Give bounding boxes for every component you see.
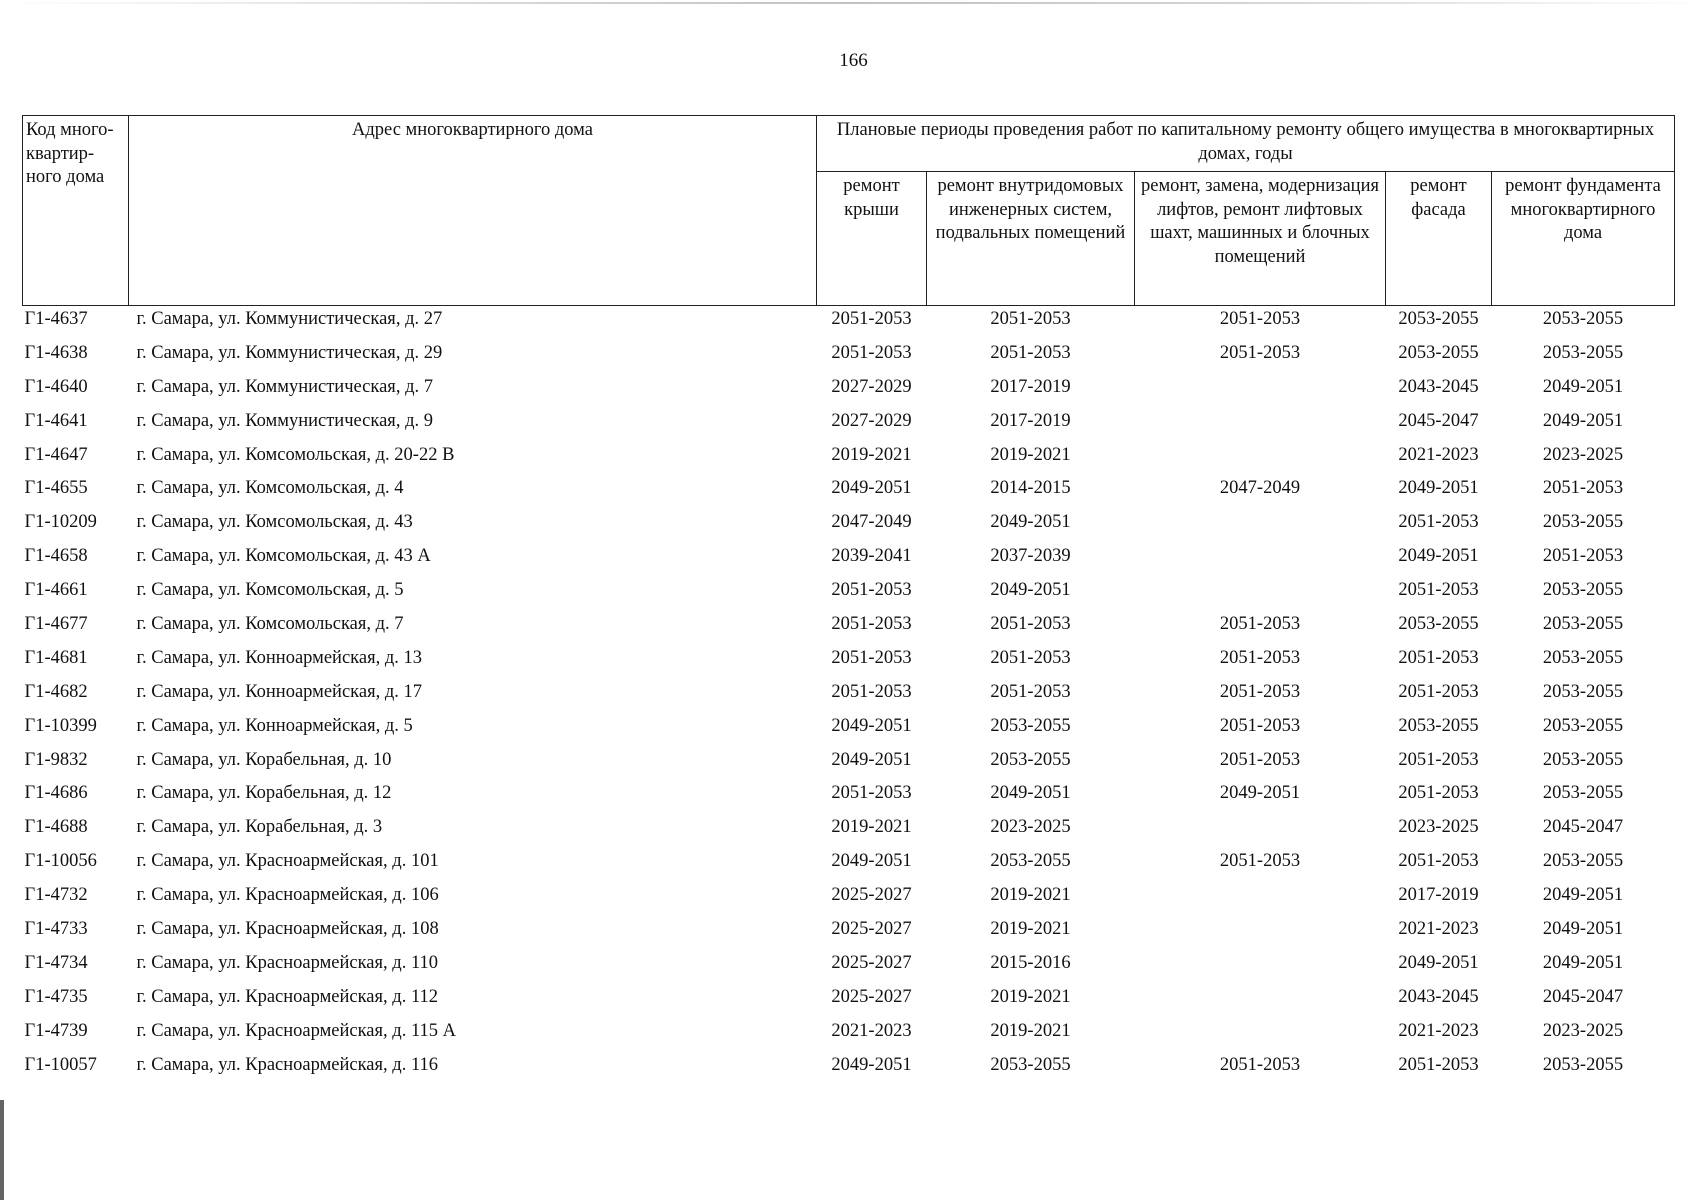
cell-address: г. Самара, ул. Красноармейская, д. 115 А	[136, 1020, 456, 1041]
cell-facade: 2021-2023	[1398, 1020, 1479, 1041]
page-number: 166	[839, 50, 868, 71]
cell-facade: 2051-2053	[1398, 512, 1479, 533]
header-foundation: ремонт фундамента многоквартирного дома	[1492, 172, 1675, 306]
scan-artifact-top	[0, 2, 1707, 4]
cell-facade: 2053-2055	[1398, 614, 1479, 635]
cell-code: Г1-4641	[24, 410, 88, 431]
cell-code: Г1-4681	[24, 647, 88, 668]
cell-engineering: 2051-2053	[990, 681, 1071, 702]
cell-lifts: 2051-2053	[1219, 851, 1301, 872]
cell-foundation: 2053-2055	[1542, 749, 1624, 770]
cell-foundation: 2023-2025	[1542, 1020, 1624, 1041]
cell-foundation: 2053-2055	[1542, 512, 1624, 533]
cell-roof: 2049-2051	[831, 851, 912, 872]
header-lifts: ремонт, замена, модернизация лифтов, ремонт лифтовых шахт, машинных и блочных помещений	[1135, 172, 1386, 306]
cell-address: г. Самара, ул. Красноармейская, д. 112	[136, 986, 439, 1007]
cell-foundation: 2045-2047	[1542, 986, 1624, 1007]
cell-facade: 2051-2053	[1398, 647, 1479, 668]
cell-roof: 2027-2029	[831, 410, 912, 431]
cell-foundation: 2023-2025	[1542, 444, 1624, 465]
cell-roof: 2051-2053	[831, 342, 912, 363]
table-header	[23, 116, 1675, 306]
cell-address: г. Самара, ул. Корабельная, д. 3	[136, 817, 383, 838]
cell-code: Г1-4682	[24, 681, 88, 702]
cell-address: г. Самара, ул. Комсомольская, д. 5	[136, 580, 404, 601]
cell-code: Г1-4658	[24, 546, 88, 567]
cell-address: г. Самара, ул. Комсомольская, д. 43 А	[136, 546, 431, 567]
cell-roof: 2049-2051	[831, 749, 912, 770]
cell-engineering: 2019-2021	[990, 919, 1071, 940]
table-row	[23, 1020, 1675, 1054]
cell-facade: 2051-2053	[1398, 1054, 1479, 1075]
scan-artifact-left-edge	[0, 1100, 4, 1200]
table-row	[23, 681, 1675, 715]
cell-lifts	[1135, 884, 1386, 918]
cell-roof: 2051-2053	[831, 614, 912, 635]
cell-engineering: 2051-2053	[990, 647, 1071, 668]
table-row	[23, 918, 1675, 952]
cell-lifts	[1135, 918, 1386, 952]
cell-facade: 2049-2051	[1398, 478, 1479, 499]
cell-roof: 2025-2027	[831, 885, 912, 906]
cell-engineering: 2053-2055	[990, 715, 1071, 736]
cell-facade: 2051-2053	[1398, 851, 1479, 872]
cell-address: г. Самара, ул. Конноармейская, д. 13	[136, 647, 422, 668]
cell-facade: 2051-2053	[1398, 580, 1479, 601]
cell-facade: 2021-2023	[1398, 444, 1479, 465]
cell-code: Г1-4732	[24, 885, 88, 906]
cell-foundation: 2053-2055	[1542, 1054, 1624, 1075]
cell-address: г. Самара, ул. Красноармейская, д. 110	[136, 952, 439, 973]
table-row	[23, 782, 1675, 816]
cell-lifts	[1135, 986, 1386, 1020]
cell-address: г. Самара, ул. Конноармейская, д. 17	[136, 681, 422, 702]
cell-address: г. Самара, ул. Коммунистическая, д. 7	[136, 376, 433, 397]
cell-lifts	[1135, 444, 1386, 478]
cell-address: г. Самара, ул. Конноармейская, д. 5	[136, 715, 413, 736]
cell-foundation: 2049-2051	[1542, 376, 1624, 397]
cell-code: Г1-4640	[24, 376, 88, 397]
cell-code: Г1-4677	[24, 614, 88, 635]
cell-code: Г1-4734	[24, 952, 88, 973]
cell-facade: 2023-2025	[1398, 817, 1479, 838]
cell-engineering: 2049-2051	[990, 512, 1071, 533]
cell-foundation: 2053-2055	[1542, 681, 1624, 702]
cell-lifts: 2047-2049	[1219, 478, 1301, 499]
cell-engineering: 2051-2053	[990, 342, 1071, 363]
header-engineering: ремонт внутридомовых инженерных систем, подвальных помещений	[927, 172, 1135, 306]
cell-address: г. Самара, ул. Комсомольская, д. 4	[136, 478, 404, 499]
cell-roof: 2051-2053	[831, 681, 912, 702]
cell-code: Г1-4637	[24, 309, 88, 329]
cell-foundation: 2053-2055	[1542, 580, 1624, 601]
table-row	[23, 749, 1675, 783]
table-row	[23, 376, 1675, 410]
cell-address: г. Самара, ул. Красноармейская, д. 116	[136, 1054, 439, 1075]
table-row	[23, 715, 1675, 749]
cell-engineering: 2019-2021	[990, 986, 1071, 1007]
table-row	[23, 850, 1675, 884]
cell-code: Г1-4686	[24, 783, 88, 804]
cell-lifts: 2051-2053	[1219, 681, 1301, 702]
cell-facade: 2045-2047	[1398, 410, 1479, 431]
cell-engineering: 2049-2051	[990, 580, 1071, 601]
cell-foundation: 2053-2055	[1542, 783, 1624, 804]
cell-code: Г1-10057	[24, 1054, 97, 1075]
cell-code: Г1-4688	[24, 817, 88, 838]
cell-foundation: 2053-2055	[1542, 342, 1624, 363]
cell-roof: 2049-2051	[831, 478, 912, 499]
cell-engineering: 2051-2053	[990, 309, 1071, 329]
cell-facade: 2051-2053	[1398, 749, 1479, 770]
cell-code: Г1-10056	[24, 851, 97, 872]
cell-roof: 2019-2021	[831, 817, 912, 838]
cell-engineering: 2053-2055	[990, 749, 1071, 770]
table-row	[23, 342, 1675, 376]
cell-code: Г1-10399	[24, 715, 97, 736]
table-row	[23, 1054, 1675, 1088]
table-body	[23, 306, 1675, 1088]
cell-facade: 2049-2051	[1398, 546, 1479, 567]
repair-schedule-table	[22, 115, 1675, 1087]
header-facade: ремонт фасада	[1386, 172, 1492, 306]
cell-lifts	[1135, 410, 1386, 444]
cell-address: г. Самара, ул. Красноармейская, д. 101	[136, 851, 439, 872]
cell-address: г. Самара, ул. Коммунистическая, д. 29	[136, 342, 443, 363]
cell-facade: 2043-2045	[1398, 986, 1479, 1007]
cell-lifts	[1135, 952, 1386, 986]
cell-facade: 2049-2051	[1398, 952, 1479, 973]
cell-foundation: 2053-2055	[1542, 647, 1624, 668]
cell-lifts: 2051-2053	[1219, 309, 1301, 329]
cell-foundation: 2049-2051	[1542, 919, 1624, 940]
cell-facade: 2021-2023	[1398, 919, 1479, 940]
cell-code: Г1-4655	[24, 478, 88, 499]
cell-engineering: 2017-2019	[990, 376, 1071, 397]
cell-roof: 2051-2053	[831, 647, 912, 668]
cell-foundation: 2053-2055	[1542, 309, 1624, 329]
cell-engineering: 2015-2016	[990, 952, 1071, 973]
cell-lifts: 2051-2053	[1219, 342, 1301, 363]
cell-engineering: 2019-2021	[990, 444, 1071, 465]
cell-code: Г1-4647	[24, 444, 88, 465]
cell-address: г. Самара, ул. Корабельная, д. 10	[136, 749, 392, 770]
cell-lifts: 2051-2053	[1219, 647, 1301, 668]
cell-engineering: 2017-2019	[990, 410, 1071, 431]
cell-roof: 2039-2041	[831, 546, 912, 567]
header-address: Адрес многоквартирного дома	[129, 116, 817, 306]
table-row	[23, 884, 1675, 918]
cell-roof: 2049-2051	[831, 715, 912, 736]
table-row	[23, 511, 1675, 545]
cell-roof: 2025-2027	[831, 919, 912, 940]
cell-address: г. Самара, ул. Комсомольская, д. 20-22 В	[136, 444, 455, 465]
cell-roof: 2051-2053	[831, 580, 912, 601]
cell-foundation: 2053-2055	[1542, 851, 1624, 872]
cell-foundation: 2053-2055	[1542, 715, 1624, 736]
cell-engineering: 2053-2055	[990, 1054, 1071, 1075]
table-row	[23, 647, 1675, 681]
table-row	[23, 952, 1675, 986]
header-code: Код много-квартир-ного дома	[23, 116, 129, 306]
table-row	[23, 306, 1675, 342]
cell-roof: 2047-2049	[831, 512, 912, 533]
table-row	[23, 579, 1675, 613]
cell-address: г. Самара, ул. Коммунистическая, д. 9	[136, 410, 433, 431]
cell-engineering: 2053-2055	[990, 851, 1071, 872]
cell-lifts: 2051-2053	[1219, 715, 1301, 736]
table-row	[23, 545, 1675, 579]
cell-facade: 2043-2045	[1398, 376, 1479, 397]
table-row	[23, 444, 1675, 478]
cell-lifts: 2051-2053	[1219, 749, 1301, 770]
cell-address: г. Самара, ул. Комсомольская, д. 7	[136, 614, 404, 635]
header-periods: Плановые периоды проведения работ по капитальному ремонту общего имущества в многоквартирных домах, годы	[817, 116, 1675, 172]
cell-roof: 2051-2053	[831, 783, 912, 804]
cell-facade: 2053-2055	[1398, 715, 1479, 736]
cell-facade: 2017-2019	[1398, 885, 1479, 906]
cell-roof: 2019-2021	[831, 444, 912, 465]
cell-roof: 2051-2053	[831, 309, 912, 329]
cell-foundation: 2049-2051	[1542, 885, 1624, 906]
cell-roof: 2049-2051	[831, 1054, 912, 1075]
cell-code: Г1-4661	[24, 580, 88, 601]
cell-lifts: 2051-2053	[1219, 614, 1301, 635]
cell-address: г. Самара, ул. Корабельная, д. 12	[136, 783, 392, 804]
cell-foundation: 2051-2053	[1542, 546, 1624, 567]
cell-foundation: 2049-2051	[1542, 410, 1624, 431]
cell-engineering: 2019-2021	[990, 1020, 1071, 1041]
cell-lifts	[1135, 376, 1386, 410]
cell-foundation: 2053-2055	[1542, 614, 1624, 635]
header-roof: ремонт крыши	[817, 172, 927, 306]
cell-foundation: 2051-2053	[1542, 478, 1624, 499]
table-row	[23, 410, 1675, 444]
table-row	[23, 613, 1675, 647]
cell-facade: 2053-2055	[1398, 342, 1479, 363]
cell-facade: 2053-2055	[1398, 309, 1479, 329]
table-row	[23, 816, 1675, 850]
cell-lifts	[1135, 1020, 1386, 1054]
cell-engineering: 2019-2021	[990, 885, 1071, 906]
cell-code: Г1-4735	[24, 986, 88, 1007]
cell-facade: 2051-2053	[1398, 783, 1479, 804]
table-row	[23, 477, 1675, 511]
cell-address: г. Самара, ул. Красноармейская, д. 106	[136, 885, 439, 906]
cell-engineering: 2023-2025	[990, 817, 1071, 838]
cell-engineering: 2037-2039	[990, 546, 1071, 567]
cell-address: г. Самара, ул. Комсомольская, д. 43	[136, 512, 413, 533]
table-row	[23, 986, 1675, 1020]
cell-lifts: 2049-2051	[1219, 783, 1301, 804]
cell-lifts	[1135, 816, 1386, 850]
cell-roof: 2025-2027	[831, 986, 912, 1007]
cell-roof: 2025-2027	[831, 952, 912, 973]
cell-lifts	[1135, 545, 1386, 579]
cell-lifts	[1135, 579, 1386, 613]
cell-lifts: 2051-2053	[1219, 1054, 1301, 1075]
cell-engineering: 2014-2015	[990, 478, 1071, 499]
cell-roof: 2021-2023	[831, 1020, 912, 1041]
cell-code: Г1-10209	[24, 512, 97, 533]
cell-engineering: 2051-2053	[990, 614, 1071, 635]
cell-facade: 2051-2053	[1398, 681, 1479, 702]
cell-code: Г1-9832	[24, 749, 88, 770]
cell-roof: 2027-2029	[831, 376, 912, 397]
cell-foundation: 2045-2047	[1542, 817, 1624, 838]
cell-address: г. Самара, ул. Коммунистическая, д. 27	[136, 309, 443, 329]
cell-code: Г1-4638	[24, 342, 88, 363]
cell-lifts	[1135, 511, 1386, 545]
cell-code: Г1-4739	[24, 1020, 88, 1041]
cell-engineering: 2049-2051	[990, 783, 1071, 804]
cell-address: г. Самара, ул. Красноармейская, д. 108	[136, 919, 439, 940]
cell-foundation: 2049-2051	[1542, 952, 1624, 973]
cell-code: Г1-4733	[24, 919, 88, 940]
